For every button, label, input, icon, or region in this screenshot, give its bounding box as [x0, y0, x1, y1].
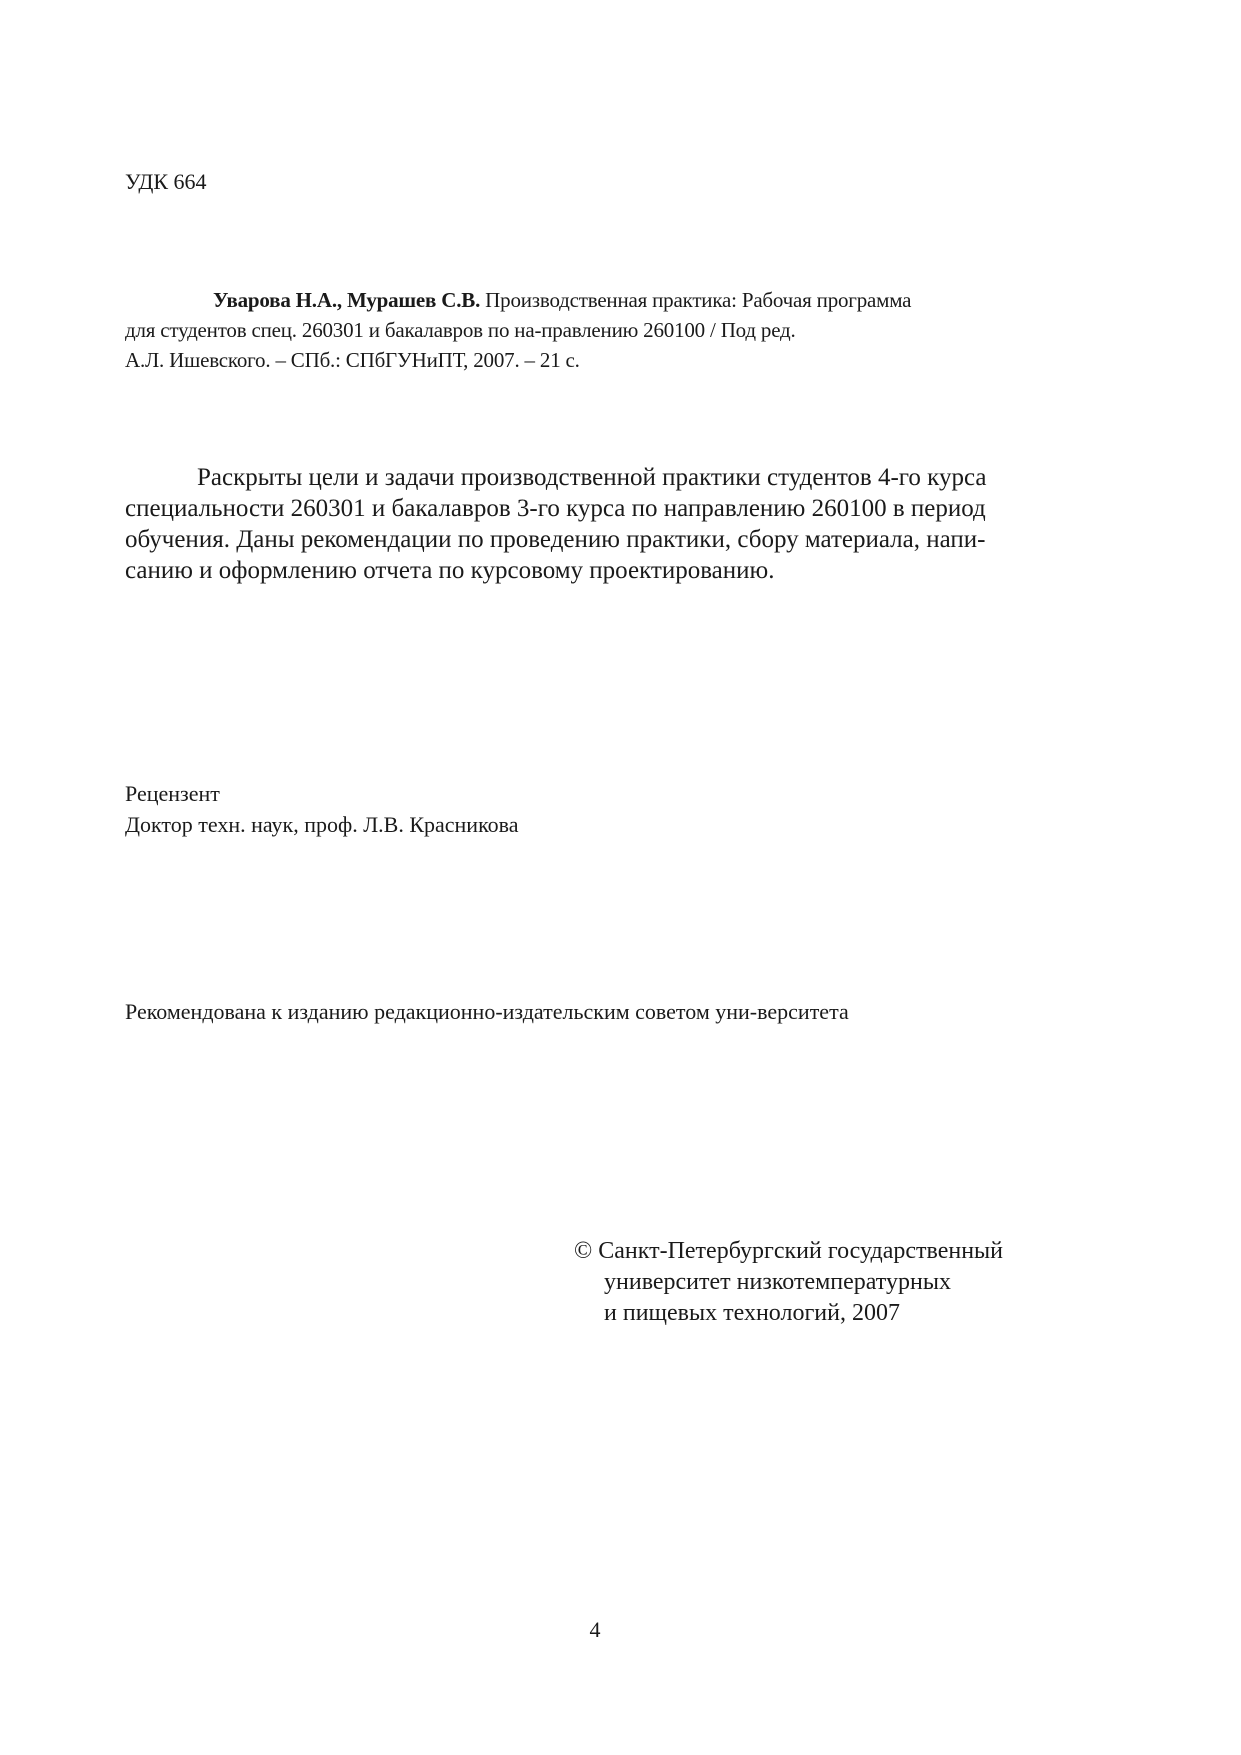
udk-code: УДК 664 [125, 169, 207, 194]
biblio-authors: Уварова Н.А., Мурашев С.В. [213, 288, 481, 312]
biblio-title: Производственная практика: Рабочая программа [480, 288, 912, 312]
copyright-line-1: © Санкт-Петербургский государственный [574, 1238, 1003, 1264]
biblio-line-3: А.Л. Ишевского. – СПб.: СПбГУНиПТ, 2007. – 21 с. [125, 348, 580, 372]
reviewer-block [125, 778, 519, 840]
abstract-line-1: Раскрыты цели и задачи производственной практики студентов 4-го курса [197, 464, 987, 491]
biblio-line-1 [125, 285, 1065, 315]
abstract-paragraph [125, 462, 1085, 586]
copyright-line-3: и пищевых технологий, 2007 [604, 1300, 900, 1326]
abstract-line-2: специальности 260301 и бакалавров 3-го курса по направлению 260100 в период [125, 495, 986, 522]
abstract-line-4: санию и оформлению отчета по курсовому проектированию. [125, 557, 775, 584]
copyright-notice [574, 1236, 1003, 1329]
reviewer-name: Доктор техн. наук, проф. Л.В. Красникова [125, 812, 519, 837]
publication-recommendation: Рекомендована к изданию редакционно-издательским советом уни-верситета [125, 999, 849, 1024]
abstract-line-3: обучения. Даны рекомендации по проведению практики, сбору материала, напи- [125, 526, 986, 553]
reviewer-label: Рецензент [125, 781, 220, 806]
page-number: 4 [589, 1617, 601, 1642]
bibliographic-description [125, 285, 1065, 375]
copyright-line-2: университет низкотемпературных [604, 1269, 951, 1295]
biblio-line-2: для студентов спец. 260301 и бакалавров по на-правлению 260100 / Под ред. [125, 318, 796, 342]
